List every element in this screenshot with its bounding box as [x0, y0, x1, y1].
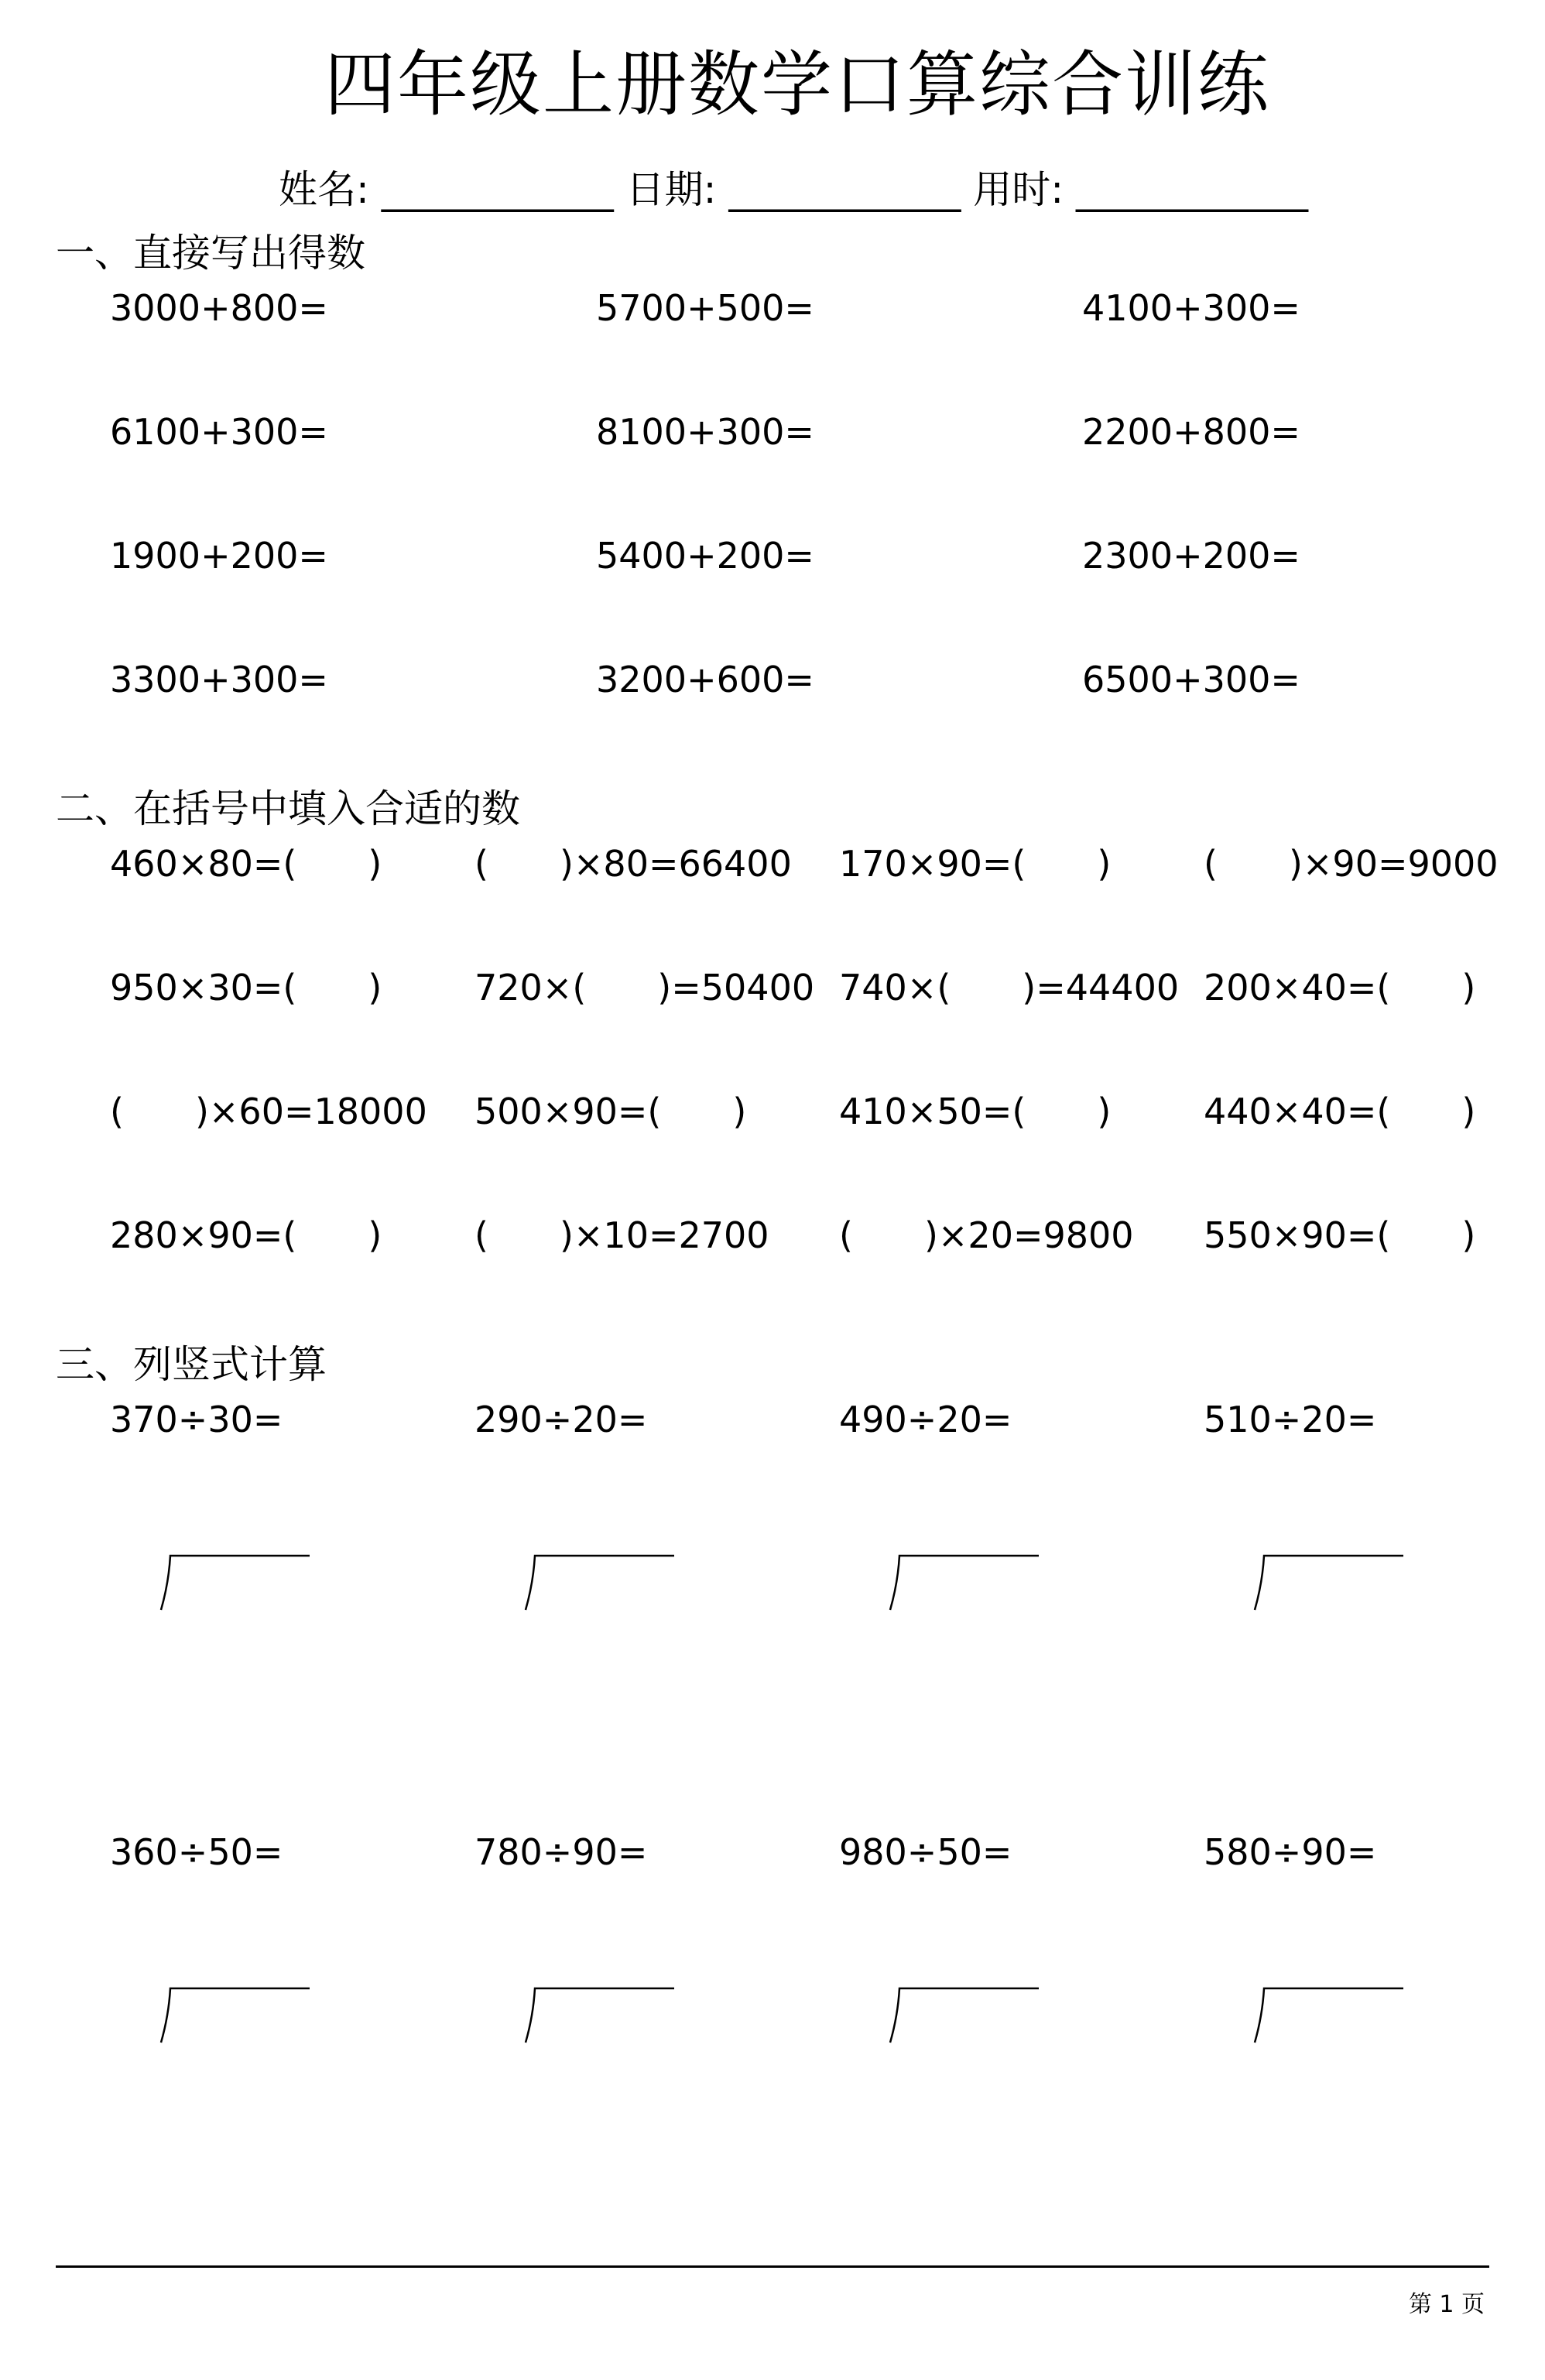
problem: 1900+200= — [110, 535, 328, 577]
problem: 780÷90= — [474, 1831, 648, 1873]
problem: ( )×60=18000 — [110, 1091, 427, 1132]
problem: 490÷20= — [839, 1399, 1012, 1440]
problem: ( )×80=66400 — [474, 843, 792, 885]
problem: 550×90=( ) — [1204, 1214, 1476, 1256]
problem: ( )×90=9000 — [1204, 843, 1499, 885]
problem: 200×40=( ) — [1204, 967, 1476, 1009]
problem: 580÷90= — [1204, 1831, 1377, 1873]
problem: 510÷20= — [1204, 1399, 1377, 1440]
problem: 500×90=( ) — [474, 1091, 747, 1132]
problem: 3000+800= — [110, 287, 328, 329]
problem: 8100+300= — [596, 411, 814, 453]
long-division-bracket — [155, 1552, 317, 1614]
problem: 2300+200= — [1082, 535, 1300, 577]
long-division-bracket — [1249, 1552, 1411, 1614]
long-division-bracket — [155, 1984, 317, 2046]
problem: 2200+800= — [1082, 411, 1300, 453]
problem: 370÷30= — [110, 1399, 283, 1440]
problem: 5400+200= — [596, 535, 814, 577]
problem: 950×30=( ) — [110, 967, 382, 1009]
long-division-bracket — [1249, 1984, 1411, 2046]
problem: ( )×20=9800 — [839, 1214, 1134, 1256]
page-number: 第 1 页 — [1408, 2291, 1485, 2318]
long-division-bracket — [884, 1984, 1047, 2046]
problem: 5700+500= — [596, 287, 814, 329]
long-division-bracket — [519, 1984, 682, 2046]
problem: 6100+300= — [110, 411, 328, 453]
problem: 3200+600= — [596, 659, 814, 700]
problem: 3300+300= — [110, 659, 328, 700]
student-info-line: 姓名: ____________ 日期: ____________ 用时: ____________ — [278, 167, 1308, 212]
long-division-bracket — [519, 1552, 682, 1614]
problem: 720×( )=50400 — [474, 967, 815, 1009]
problem: 360÷50= — [110, 1831, 283, 1873]
problem: 290÷20= — [474, 1399, 648, 1440]
problem: 460×80=( ) — [110, 843, 382, 885]
problem: 440×40=( ) — [1204, 1091, 1476, 1132]
problem: 410×50=( ) — [839, 1091, 1112, 1132]
section-1-title: 一、直接写出得数 — [56, 231, 365, 276]
page-title: 四年级上册数学口算综合训练 — [324, 43, 1270, 126]
problem: 980÷50= — [839, 1831, 1012, 1873]
section-3-title: 三、列竖式计算 — [56, 1342, 327, 1387]
problem: 4100+300= — [1082, 287, 1300, 329]
problem: 740×( )=44400 — [839, 967, 1180, 1009]
section-2-title: 二、在括号中填入合适的数 — [56, 786, 520, 831]
problem: ( )×10=2700 — [474, 1214, 769, 1256]
long-division-bracket — [884, 1552, 1047, 1614]
problem: 6500+300= — [1082, 659, 1300, 700]
problem: 170×90=( ) — [839, 843, 1112, 885]
problem: 280×90=( ) — [110, 1214, 382, 1256]
footer-divider — [56, 2265, 1489, 2268]
